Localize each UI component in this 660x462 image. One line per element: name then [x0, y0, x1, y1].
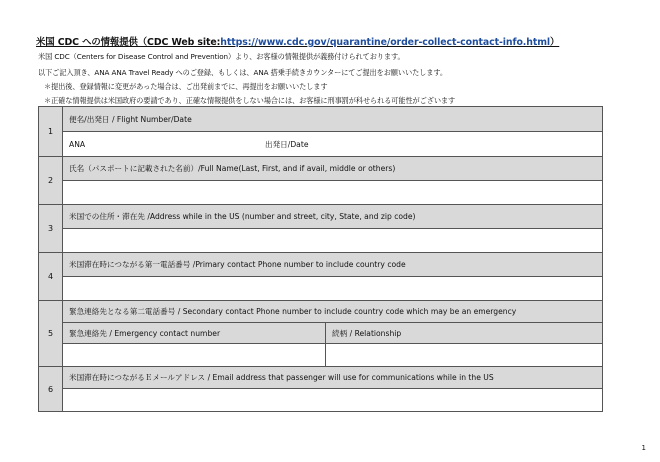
row-number-3: 3 [39, 205, 63, 253]
row-number-5: 5 [39, 301, 63, 367]
note-line-2: ＊正確な情報提供は米国政府の要請であり、正確な情報提供をしない場合には、お客様に刑事罰が科せられる可能性がございます [44, 96, 456, 105]
airline-code: ANA [69, 139, 86, 149]
cdc-link[interactable]: https://www.cdc.gov/quarantine/order-collect-contact-info.html [220, 37, 550, 48]
title-suffix: ） [550, 37, 560, 48]
row-number-1: 1 [39, 107, 63, 157]
email-field[interactable] [63, 389, 602, 411]
flight-field[interactable] [63, 132, 602, 157]
address-label: 米国での住所・滞在先 /Address while in the US (number and street, city, State, and zip code) [63, 205, 602, 229]
relationship-field[interactable] [326, 344, 602, 367]
page-title [36, 34, 559, 48]
flight-label: 便名/出発日 / Flight Number/Date [63, 107, 602, 132]
relationship-label: 続柄 / Relationship [326, 323, 602, 344]
row-number-6: 6 [39, 367, 63, 411]
primary-phone-label: 米国滞在時につながる第一電話番号 /Primary contact Phone number to include country code [63, 253, 602, 277]
note-line-1: ＊提出後、登録情報に変更があった場合は、ご出発前までに、再提出をお願いいたします [44, 82, 328, 91]
info-form [38, 106, 603, 412]
emergency-contact-label: 緊急連絡先 / Emergency contact number [63, 323, 326, 344]
row-number-2: 2 [39, 157, 63, 205]
title-prefix: 米国 CDC への情報提供（CDC Web site: [36, 37, 221, 48]
departure-date-label: 出発日/Date [265, 139, 309, 149]
intro-line-2: 以下ご記入頂き、ANA ANA Travel Ready へのご登録、もしくは、ANA 搭乗手続きカウンターにてご提出をお願いいたします。 [38, 68, 447, 77]
full-name-label: 氏名（パスポートに記載された名前）/Full Name(Last, First, and if avail, middle or others) [63, 157, 602, 181]
full-name-field[interactable] [63, 181, 602, 205]
page-number: 1 [641, 444, 646, 452]
address-field[interactable] [63, 229, 602, 253]
secondary-phone-label: 緊急連絡先となる第二電話番号 / Secondary contact Phone number to include country code which may be an emergency [63, 301, 602, 323]
emergency-contact-field[interactable] [63, 344, 326, 367]
row-number-4: 4 [39, 253, 63, 301]
email-label: 米国滞在時につながるＥメールアドレス / Email address that passenger will use for communications while in the US [63, 367, 602, 389]
intro-line-1: 米国 CDC（Centers for Disease Control and Prevention）より、お客様の情報提供が義務付けられております。 [38, 52, 405, 61]
primary-phone-field[interactable] [63, 277, 602, 301]
